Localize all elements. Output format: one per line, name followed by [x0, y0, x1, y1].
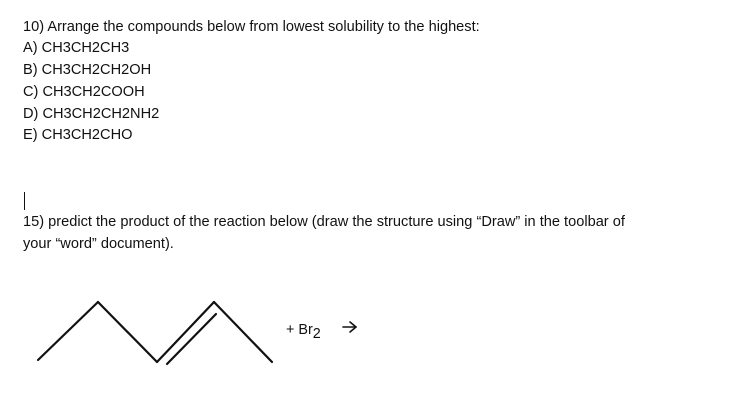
alkene-skeletal-structure [30, 292, 280, 372]
option-b: B) CH3CH2CH2OH [23, 62, 152, 78]
question-10-prompt: 10) Arrange the compounds below from lowest solubility to the highest: [23, 19, 480, 35]
bond-1 [38, 302, 98, 360]
double-bond-main [157, 302, 214, 362]
option-e: E) CH3CH2CHO [23, 127, 133, 143]
text-cursor[interactable] [24, 192, 25, 210]
reagent-subscript: 2 [312, 326, 321, 342]
double-bond-inner [167, 314, 216, 364]
reagent-label [286, 321, 321, 342]
question-15-prompt-line-2: your “word” document). [23, 236, 174, 252]
bond-2 [98, 302, 157, 362]
option-d: D) CH3CH2CH2NH2 [23, 106, 160, 122]
right-arrow-icon [341, 319, 359, 335]
option-a: A) CH3CH2CH3 [23, 40, 130, 56]
bond-4 [214, 302, 272, 362]
reagent-prefix: + Br [286, 322, 313, 338]
question-15-prompt-line-1: 15) predict the product of the reaction below (draw the structure using “Draw” in the toolbar of [23, 214, 625, 230]
option-c: C) CH3CH2COOH [23, 84, 145, 100]
